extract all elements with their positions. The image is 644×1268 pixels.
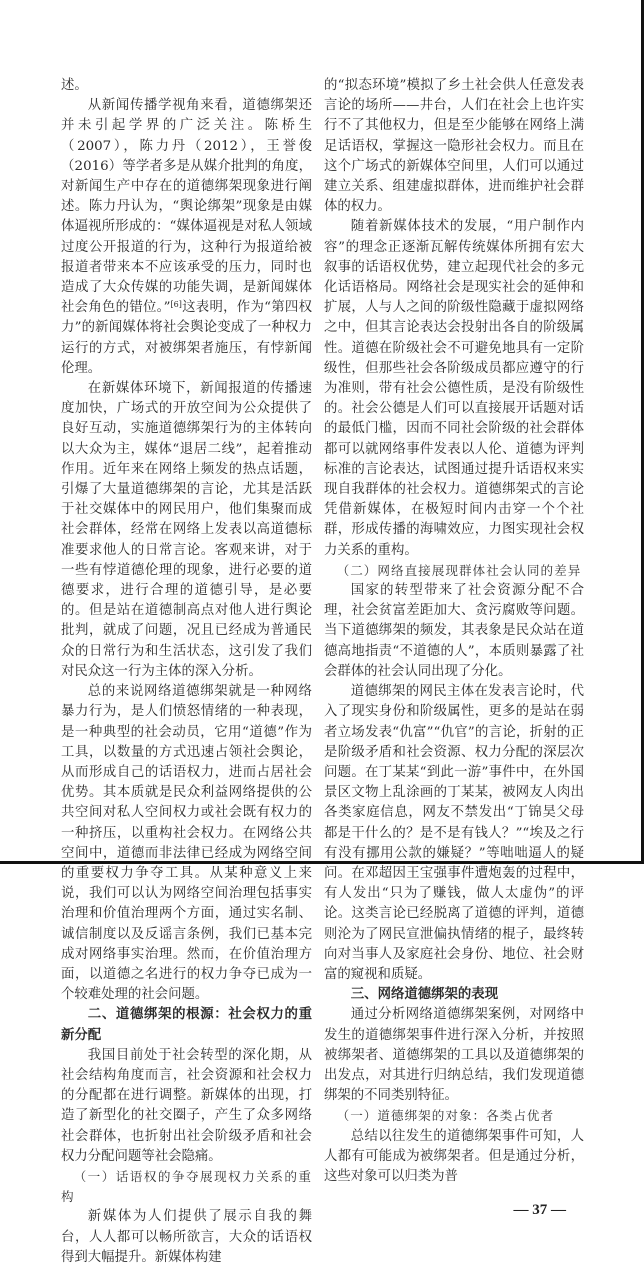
- left-column: [61, 76, 312, 1268]
- citation-ref: [6]: [170, 300, 182, 310]
- paragraph: 国家的转型带来了社会资源分配不合理，社会贫富差距加大、贪污腐败等问题。当下道德绑架的频发，其表象是民众站在道德高地指责“不道德的人”，本质则暴露了社会群体的社会认同出现了分化。: [324, 583, 584, 679]
- page-number: — 37 —: [513, 1202, 566, 1219]
- paragraph: 的“拟态环境”模拟了乡土社会供人任意发表言论的场所——井台，人们在社会上也许实行不了其他权力，但是至少能够在网络上满足话语权，掌握这一隐形社会权力。而且在这个广场式的新媒体空间里，人们可以通过建立关系、组建虚拟群体，进而维护社会群体的权力。: [324, 78, 584, 215]
- subsection-heading: （一）道德绑架的对象：各类占优者: [336, 1108, 555, 1124]
- paragraph-text: 这表明，作为“第四权力”的新闻媒体将社会舆论变成了一种权力运行的方式，对被绑架者施压，有悖新闻伦理。: [61, 300, 312, 376]
- paragraph-text: 从新闻传播学视角来看，道德绑架还并未引起学界的广泛关注。陈桥生（2007），陈力丹（2012），王誉俊（2016）等学者多是从媒介批判的角度，对新闻生产中存在的道德绑架现象进行阐述。陈力丹认为，“舆论绑架”现象是由媒体逼视所形成的：“媒体逼视是对私人领域过度公开报道的行为，这种行为报道给被报道者带来本不应该承受的压力，同时也造成了大众传媒的功能失调，是新闻媒体社会角色的错位。”: [61, 98, 312, 316]
- paragraph: 新媒体为人们提供了展示自我的舞台，人人都可以畅所欲言，大众的话语权得到大幅提升。新媒体构建: [61, 1209, 312, 1265]
- paragraph: 在新媒体环境下，新闻报道的传播速度加快，广场式的开放空间为公众提供了良好互动，实施道德绑架行为的主体转向以大众为主，媒体“退居二线”，起着推动作用。近年来在网络上频发的热点话题，引爆了大量道德绑架的言论，尤其是活跃于社交媒体中的网民用户，他们集聚而成社会群体，经常在网络上发表以高道德标准要求他人的日常言论。客观来讲，对于一些有悖道德伦理的现象，进行必要的道德要求，进行合理的道德引导，是必要的。但是站在道德制高点对他人进行舆论批判，就成了问题，况且已经成为普通民众的日常行为和生活状态，这引发了我们对民众这一行为主体的深入分析。: [61, 381, 312, 679]
- subsection-heading: （二）网络直接展现群体社会认同的差异: [336, 562, 582, 578]
- paragraph: 随着新媒体技术的发展，“用户制作内容”的理念正逐渐瓦解传统媒体所拥有宏大叙事的话语权优势，建立起现代社会的多元化话语格局。网络社会是现实社会的延伸和扩展，人与人之间的阶级性隐藏于虚拟网络之中，但其言论表达会投射出各自的阶级属性。道德在阶级社会不可避免地具有一定阶级性，但那些社会各阶级成员都应遵守的行为准则，带有社会公德性质，是没有阶级性的。社会公德是人们可以直接展开话题对话的最低门槛，因而不同社会阶级的社会群体都可以就网络事件发表以人伦、道德为评判标准的言论表达，试图通过提升话语权来实现自我群体的社会权力。道德绑架式的言论凭借新媒体，在极短时间内击穿一个个社群，形成传播的海啸效应，力图实现社会权力关系的重构。: [324, 219, 584, 558]
- right-column: [324, 76, 584, 1219]
- section-heading: 三、网络道德绑架的表现: [350, 987, 499, 1003]
- paragraph: 总的来说网络道德绑架就是一种网络暴力行为，是人们愤怒情绪的一种表现，是一种典型的社会动员，它用“道德”作为工具，以数量的方式迅速占领社会舆论，从而形成自己的话语权力，进而占居社会优势。其本质就是民众利益网络提供的公共空间对私人空间权力或社会既有权力的一种挤压，以重构社会权力。在网络公共空间中，道德而非法律已经成为网络空间的重要权力争夺工具。从某种意义上来说，我们可以认为网络空间治理包括事实治理和价值治理两个方面，通过实名制、诚信制度以及反谣言条例，我们已基本完成对网络事实治理。然而，在价值治理方面，以道德之名进行的权力争夺已成为一个较难处理的社会问题。: [61, 684, 312, 1003]
- paragraph: 我国目前处于社会转型的深化期，从社会结构角度而言，社会资源和社会权力的分配都在进行调整。新媒体的出现，打造了新型化的社交圈子，产生了众多网络社会群体，也折射出社会阶级矛盾和社会权力分配问题等社会隐痛。: [61, 1047, 312, 1164]
- paragraph: [61, 96, 312, 379]
- paragraph: 道德绑架的网民主体在发表言论时，代入了现实身份和阶级属性，更多的是站在弱者立场发表“仇富”“仇官”的言论，折射的正是阶级矛盾和社会资源、权力分配的深层次问题。在丁某某“到此一游”事件中，在外国景区文物上乱涂画的丁某某，被网友人肉出各类家庭信息，网友不禁发出“丁锦昊父母都是干什么的？是不是有钱人？”“埃及之行有没有挪用公款的嫌疑？”等咄咄逼人的疑问。在邓超因王宝强事件遭炮轰的过程中，有人发出“只为了赚钱，做人太虚伪”的评论。这类言论已经脱离了道德的评判，道德则沦为了网民宣泄偏执情绪的棍子，最终转向对当事人及家庭社会身份、地位、社会财富的窥视和质疑。: [324, 684, 584, 982]
- paragraph: 总结以往发生的道德绑架事件可知，人人都有可能成为被绑架者。但是通过分析，这些对象可以归类为普: [324, 1128, 584, 1184]
- paragraph: 述。: [61, 78, 88, 93]
- subsection-heading: （一）话语权的争夺展现权力关系的重构: [61, 1168, 312, 1205]
- section-heading: 二、道德绑架的根源：社会权力的重新分配: [61, 1007, 312, 1043]
- paragraph: 通过分析网络道德绑架案例，对网络中发生的道德绑架事件进行深入分析，并按照被绑架者、道德绑架的工具以及道德绑架的出发点，对其进行归纳总结，我们发现道德绑架的不同类别特征。: [324, 1007, 584, 1104]
